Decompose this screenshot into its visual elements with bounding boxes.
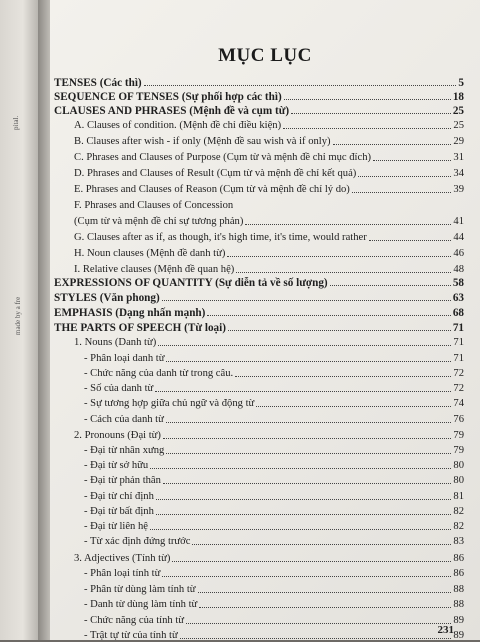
toc-entry [74, 335, 464, 349]
previous-page-fragment: made by a fre [14, 296, 22, 335]
toc-entry-title: H. Noun clauses (Mệnh đề danh từ) [74, 248, 226, 259]
toc-entry-title: - Đại từ chỉ định [84, 491, 154, 502]
toc-entry [54, 75, 464, 89]
toc-entry-title: - Đại từ sở hữu [84, 460, 149, 471]
toc-leader-dots [227, 256, 451, 257]
toc-entry [84, 504, 464, 518]
toc-leader-dots [155, 391, 451, 392]
toc-entry [84, 412, 464, 426]
toc-leader-dots [333, 144, 452, 145]
toc-entry-page: 63 [452, 292, 464, 304]
toc-entry-title: 1. Nouns (Danh từ) [74, 337, 157, 348]
toc-entry [54, 103, 464, 117]
toc-entry [54, 275, 464, 289]
toc-entry-page: 25 [452, 105, 464, 117]
toc-leader-dots [150, 468, 451, 469]
book-page [50, 0, 480, 640]
toc-entry-page: 29 [453, 136, 464, 147]
table-of-contents [50, 0, 480, 640]
toc-leader-dots [236, 272, 451, 273]
toc-entry-title: THE PARTS OF SPEECH (Từ loại) [54, 322, 226, 334]
toc-entry [84, 458, 464, 472]
toc-entry-title: - Cách của danh từ [84, 414, 164, 425]
toc-entry-page: 81 [453, 491, 464, 502]
previous-page-edge [0, 0, 38, 640]
toc-leader-dots [283, 128, 451, 129]
toc-entry-page: 89 [453, 615, 464, 626]
toc-leader-dots [192, 544, 451, 545]
toc-leader-dots [166, 453, 451, 454]
toc-entry [84, 613, 464, 627]
toc-entry [74, 214, 464, 228]
toc-leader-dots [369, 240, 452, 241]
toc-leader-dots [228, 330, 451, 331]
toc-entry [84, 597, 464, 611]
toc-entry-page: 34 [453, 168, 464, 179]
toc-entry-title: I. Relative clauses (Mệnh đề quan hệ) [74, 264, 235, 275]
toc-leader-dots [235, 376, 451, 377]
toc-entry [74, 230, 464, 244]
page-title: MỤC LỤC [218, 45, 312, 66]
toc-leader-dots [207, 315, 450, 316]
toc-entry-page: 82 [453, 521, 464, 532]
toc-entry [84, 381, 464, 395]
toc-entry-page: 88 [453, 584, 464, 595]
page-number: 231 [437, 624, 454, 636]
toc-entry [84, 351, 464, 365]
toc-entry-page: 79 [453, 430, 464, 441]
toc-entry [74, 182, 464, 196]
toc-entry-title: - Đại từ bất định [84, 506, 154, 517]
toc-entry [84, 443, 464, 457]
toc-entry-page: 79 [453, 445, 464, 456]
toc-leader-dots [166, 422, 452, 423]
toc-entry [54, 320, 464, 334]
toc-entry-title: EXPRESSIONS OF QUANTITY (Sự diễn tả về số lượng) [54, 277, 328, 289]
toc-entry-page: 86 [453, 553, 464, 564]
toc-entry-page: 89 [453, 630, 464, 641]
toc-entry [84, 489, 464, 503]
toc-entry [84, 582, 464, 596]
toc-leader-dots [198, 592, 452, 593]
toc-leader-dots [150, 529, 451, 530]
toc-entry-page: 48 [453, 264, 464, 275]
toc-entry [74, 262, 464, 276]
toc-entry-page: 80 [453, 460, 464, 471]
toc-entry-page: 83 [453, 536, 464, 547]
toc-entry [84, 396, 464, 410]
toc-entry-page: 71 [452, 322, 464, 334]
toc-entry-title: - Danh từ dùng làm tính từ [84, 599, 198, 610]
toc-entry-title: - Sự tương hợp giữa chủ ngữ và động từ [84, 398, 255, 409]
toc-entry-title: STYLES (Văn phong) [54, 292, 160, 304]
toc-entry-page: 86 [453, 568, 464, 579]
toc-entry-title: 3. Adjectives (Tính từ) [74, 553, 171, 564]
toc-entry [54, 89, 464, 103]
toc-leader-dots [186, 623, 451, 624]
toc-leader-dots [162, 300, 451, 301]
toc-entry-title: C. Phrases and Clauses of Purpose (Cụm từ và mệnh đề chỉ mục đích) [74, 152, 372, 163]
toc-entry [74, 166, 464, 180]
toc-entry-title: F. Phrases and Clauses of Concession [74, 200, 234, 211]
toc-leader-dots [330, 285, 451, 286]
toc-leader-dots [163, 438, 451, 439]
toc-entry-title: A. Clauses of condition. (Mệnh đề chỉ điều kiện) [74, 120, 282, 131]
toc-entry-title: TENSES (Các thì) [54, 77, 142, 89]
toc-entry [74, 134, 464, 148]
previous-page-fragment: pital. [12, 115, 20, 130]
toc-entry-title: G. Clauses after as if, as though, it's high time, it's time, would rather [74, 232, 367, 243]
toc-leader-dots [156, 499, 452, 500]
toc-entry-page: 39 [453, 184, 464, 195]
toc-entry-page: 25 [453, 120, 464, 131]
toc-leader-dots [373, 160, 451, 161]
toc-entry [84, 566, 464, 580]
toc-entry-page: 72 [453, 368, 464, 379]
toc-entry-page: 72 [453, 383, 464, 394]
toc-entry-title: SEQUENCE OF TENSES (Sự phối hợp các thì) [54, 91, 282, 103]
toc-leader-dots [144, 85, 457, 86]
toc-entry-page: 41 [453, 216, 464, 227]
toc-entry-title: E. Phrases and Clauses of Reason (Cụm từ và mệnh đề chỉ lý do) [74, 184, 350, 195]
toc-entry-title: CLAUSES AND PHRASES (Mệnh đề và cụm từ) [54, 105, 290, 117]
toc-leader-dots [163, 483, 451, 484]
toc-entry-title: D. Phrases and Clauses of Result (Cụm từ và mệnh đề chỉ kết quả) [74, 168, 357, 179]
toc-entry-page: 71 [453, 337, 464, 348]
toc-entry [54, 305, 464, 319]
toc-entry-page: 74 [453, 398, 464, 409]
toc-entry-page: 68 [452, 307, 464, 319]
toc-leader-dots [245, 224, 451, 225]
toc-entry-title: 2. Pronouns (Đại từ) [74, 430, 161, 441]
toc-entry-title: - Số của danh từ [84, 383, 154, 394]
toc-leader-dots [284, 99, 451, 100]
toc-entry [54, 290, 464, 304]
toc-leader-dots [256, 406, 451, 407]
toc-entry-title: - Trật tự từ của tính từ [84, 630, 178, 641]
toc-entry [74, 150, 464, 164]
toc-entry [84, 519, 464, 533]
toc-entry [84, 534, 464, 548]
toc-leader-dots [166, 361, 451, 362]
toc-entry [74, 246, 464, 260]
toc-entry-title: - Chức năng của tính từ [84, 615, 185, 626]
toc-entry-page: 31 [453, 152, 464, 163]
toc-leader-dots [180, 638, 452, 639]
toc-entry-page: 58 [452, 277, 464, 289]
toc-leader-dots [158, 345, 451, 346]
toc-entry-page: 44 [453, 232, 464, 243]
toc-entry [84, 473, 464, 487]
toc-leader-dots [162, 576, 451, 577]
toc-entry-page: 5 [458, 77, 464, 89]
toc-entry-title: B. Clauses after wish - if only (Mệnh đề sau wish và if only) [74, 136, 331, 147]
toc-entry-page: 82 [453, 506, 464, 517]
toc-entry-title: - Đại từ nhân xưng [84, 445, 165, 456]
toc-leader-dots [352, 192, 452, 193]
toc-entry-page: 71 [453, 353, 464, 364]
toc-entry-title: - Đại từ liên hệ [84, 521, 148, 532]
toc-leader-dots [199, 607, 451, 608]
toc-entry-title: - Phân từ dùng làm tính từ [84, 584, 196, 595]
toc-leader-dots [291, 113, 451, 114]
toc-leader-dots [358, 176, 451, 177]
toc-entry-title: - Chức năng của danh từ trong câu. [84, 368, 234, 379]
toc-entry-page: 80 [453, 475, 464, 486]
toc-entry-page: 46 [453, 248, 464, 259]
toc-leader-dots [156, 514, 452, 515]
toc-entry [84, 366, 464, 380]
toc-entry-page: 76 [453, 414, 464, 425]
toc-entry-title: - Từ xác định đứng trước [84, 536, 191, 547]
toc-entry-title: (Cụm từ và mệnh đề chỉ sự tương phản) [74, 216, 244, 227]
toc-entry-title: - Phân loại tính từ [84, 568, 161, 579]
toc-entry-title: - Đại từ phản thân [84, 475, 161, 486]
toc-entry-page: 18 [452, 91, 464, 103]
toc-leader-dots [172, 561, 451, 562]
toc-entry [74, 551, 464, 565]
toc-entry [74, 118, 464, 132]
toc-entry [74, 198, 464, 212]
toc-entry-title: - Phân loại danh từ [84, 353, 165, 364]
toc-entry-title: EMPHASIS (Dạng nhấn mạnh) [54, 307, 206, 319]
toc-entry-page: 88 [453, 599, 464, 610]
toc-entry [74, 428, 464, 442]
